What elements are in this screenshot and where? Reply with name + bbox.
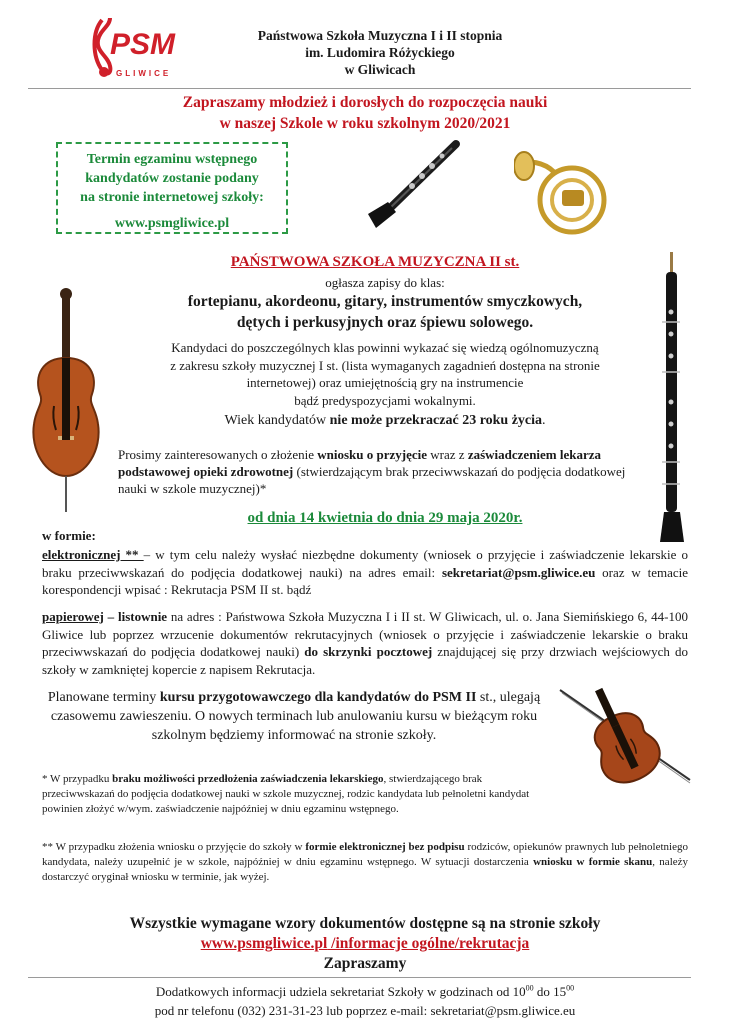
docs-closing: Zapraszamy xyxy=(323,955,407,972)
oboe-icon xyxy=(652,252,692,544)
course-text2: st., ulegają czasowemu zawieszeniu. O nowych terminach lub anulowaniu kursu w bieżącym roku szkolnym będziemy informować na stronie szkoły. xyxy=(50,690,541,743)
paper-label: papierowej xyxy=(42,609,104,624)
paper-text2: znajdującej się przy drzwiach wejściowych do szkoły w zamkniętej kopercie z napisem Rekrutacja. xyxy=(42,644,689,677)
contact-line1 xyxy=(60,982,670,1001)
french-horn-icon xyxy=(514,150,614,242)
requirements-line3: internetowej) oraz umiejętnością gry na instrumencie xyxy=(246,375,524,390)
paper-bold2: do skrzynki pocztowej xyxy=(304,644,433,659)
contact-line2: pod nr telefonu (032) 231-31-23 lub poprzez e-mail: sekretariat@psm.gliwice.eu xyxy=(154,1003,576,1018)
logo-city: GLIWICE xyxy=(116,69,172,78)
contact-text2: do 15 xyxy=(533,984,567,999)
contact-text1: Dodatkowych informacji udziela sekretariat Szkoły w godzinach od 10 xyxy=(155,984,526,999)
class-list xyxy=(130,291,640,333)
invitation-heading xyxy=(60,92,670,134)
footnote-electronic-signature xyxy=(42,840,688,885)
docs-line1: Wszystkie wymagane wzory dokumentów dostępne są na stronie szkoły xyxy=(129,915,601,932)
school-logo xyxy=(88,12,184,82)
docs-website-link[interactable]: www.psmgliwice.pl xyxy=(200,935,328,952)
requirements-line2: z zakresu szkoły muzycznej I st. (lista wymaganych zagadnień dostępna na stronie xyxy=(170,357,600,373)
requirements-text xyxy=(130,339,640,409)
contact-sup2: 00 xyxy=(566,983,575,993)
electronic-text2: oraz w temacie korespondencji wpisać : Rekrutacja PSM II st. bądź xyxy=(42,564,688,597)
electronic-label: elektronicznej ** xyxy=(42,547,144,562)
preparatory-course-notice xyxy=(40,688,548,745)
request-bold1: wniosku o przyjęcie xyxy=(317,447,428,462)
exam-info-box xyxy=(56,142,288,234)
exam-box-line3: na stronie internetowej szkoły: xyxy=(80,190,264,205)
paper-bold1: – listownie xyxy=(103,609,168,624)
age-limit-bold: nie może przekraczać 23 roku życia xyxy=(329,413,543,428)
class-list-line2: dętych i perkusyjnych oraz śpiewu solowego. xyxy=(236,314,534,331)
section-title: PAŃSTWOWA SZKOŁA MUZYCZNA II st. xyxy=(230,254,520,270)
footnote2-text3: , należy dostarczyć oryginał wniosku w terminie, jak wyżej. xyxy=(42,856,689,883)
form-label: w formie: xyxy=(42,528,96,543)
exam-box-url-link[interactable]: www.psmgliwice.pl xyxy=(114,216,230,231)
request-text3: (stwierdzającym brak przeciwwskazań do podjęcia dodatkowej nauki w szkole muzycznej)* xyxy=(118,464,626,496)
requirements-line1: Kandydaci do poszczególnych klas powinni wykazać się wiedzą ogólnomuzyczną xyxy=(171,340,599,355)
school-name xyxy=(190,27,570,78)
footnote1-bold1: braku możliwości przedłożenia zaświadczenia lekarskiego xyxy=(112,773,384,785)
violin-icon xyxy=(554,684,694,788)
paper-text1: na adres : Państwowa Szkoła Muzyczna I i II st. W Gliwicach, ul. o. Jana Siemińskiego 6, 44-100 Gliwice lub poprzez wrzucenie dokumentów rekrutacyjnych (wniosek o przyjęcie i zaświadczenie lekarskie o braku przeciwwskazań do podjęcia dodatkowej nauki) xyxy=(42,609,688,659)
footnote2-text2: rodziców, opiekunów prawnych lub pełnoletniego kandydata, należy uzupełnić je w szkole, najpóźniej w dniu egzaminu wstępnego. W sytuacji dostarczenia xyxy=(42,841,688,868)
contact-info xyxy=(60,982,670,1020)
footnote-medical-certificate xyxy=(42,772,542,817)
requirements-line4: bądź predyspozycjami wokalnymi. xyxy=(294,392,476,408)
invitation-line1: Zapraszamy młodzież i dorosłych do rozpoczęcia nauki xyxy=(182,94,548,111)
class-list-line1: fortepianu, akordeonu, gitary, instrumentów smyczkowych, xyxy=(187,293,583,310)
footnote1-text1: * W przypadku xyxy=(42,773,113,785)
school-name-line1: Państwowa Szkoła Muzyczna I i II stopnia xyxy=(257,28,503,43)
age-suffix: . xyxy=(542,413,546,428)
electronic-submission xyxy=(42,546,688,599)
header-divider xyxy=(28,88,691,89)
exam-box-line1: Termin egzaminu wstępnego xyxy=(86,152,258,167)
clarinet-icon xyxy=(362,140,462,232)
invitation-line2: w naszej Szkole w roku szkolnym 2020/2021 xyxy=(219,115,511,132)
age-limit xyxy=(130,413,640,429)
request-text2: wraz z xyxy=(427,447,468,462)
footer-divider xyxy=(28,977,691,978)
footnote2-bold1: formie elektronicznej bez podpisu xyxy=(305,841,465,853)
footnote2-bold2: wniosku w formie skanu xyxy=(533,856,653,868)
age-prefix: Wiek kandydatów xyxy=(224,413,330,428)
cello-icon xyxy=(28,286,104,516)
contact-sup1: 00 xyxy=(525,983,534,993)
course-text1: Planowane terminy xyxy=(47,690,160,705)
electronic-email-link[interactable]: sekretariat@psm.gliwice.eu xyxy=(441,564,596,580)
logo-letters: PSM xyxy=(110,28,176,61)
electronic-text1: – w tym celu należy wysłać niezbędne dokumenty (wniosek o przyjęcie i zaświadczenie lekarskie o braku przeciwwskazań do podjęcia dodatkowej nauki) na adres email: xyxy=(42,547,688,580)
enrollment-dates: od dnia 14 kwietnia do dnia 29 maja 2020r. xyxy=(247,510,523,526)
application-request xyxy=(118,446,628,497)
docs-path-link[interactable]: /informacje ogólne/rekrutacja xyxy=(327,935,530,952)
course-bold1: kursu przygotowawczego dla kandydatów do PSM II xyxy=(159,690,477,705)
documents-info xyxy=(60,914,670,974)
request-bold2: zaświadczeniem lekarza podstawowej opieki zdrowotnej xyxy=(118,447,602,479)
footnote2-text1: ** W przypadku złożenia wniosku o przyjęcie do szkoły w xyxy=(42,841,306,853)
enrollment-announcement: ogłasza zapisy do klas: xyxy=(325,275,445,290)
footnote1-text2: , stwierdzającego brak przeciwwskazań do podjęcia dodatkowej nauki w szkole muzycznej, rodzic kandydata lub pełnoletni kandydat powinien złożyć w/wym. zaświadczenie najpóźniej w dniu egzaminu wstępnego. xyxy=(42,773,530,815)
request-text1: Prosimy zainteresowanych o złożenie xyxy=(118,447,318,462)
paper-submission xyxy=(42,608,688,678)
school-name-line3: w Gliwicach xyxy=(344,62,416,77)
school-name-line2: im. Ludomira Różyckiego xyxy=(305,45,455,60)
exam-box-line2: kandydatów zostanie podany xyxy=(85,171,259,186)
